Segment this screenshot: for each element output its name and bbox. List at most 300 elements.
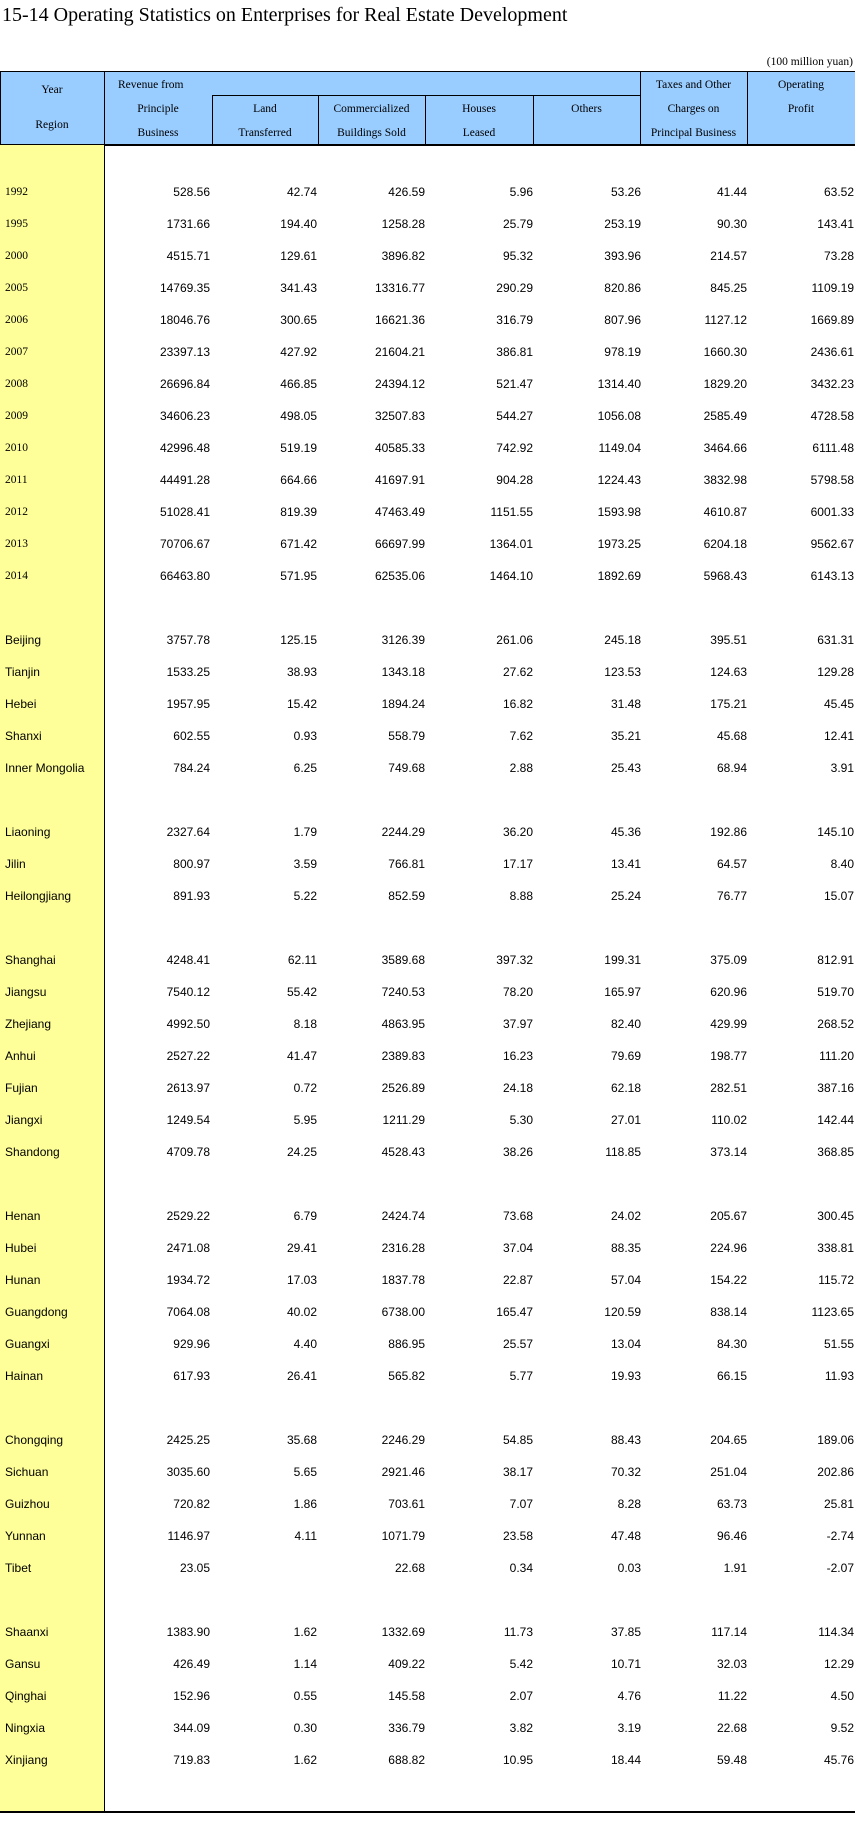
cell-profit: 6143.13 — [810, 569, 854, 583]
cell-revenue: 929.96 — [173, 1337, 210, 1351]
region-label: Tianjin — [5, 665, 40, 679]
region-label: Hubei — [5, 1241, 37, 1255]
cell-land: 1.62 — [293, 1625, 317, 1639]
cell-profit: 145.10 — [817, 825, 854, 839]
cell-houses: 22.87 — [502, 1273, 533, 1287]
cell-profit: -2.07 — [826, 1561, 854, 1575]
cell-others: 820.86 — [604, 281, 641, 295]
cell-comm: 336.79 — [388, 1721, 425, 1735]
header-revenue-line2: Principle — [137, 103, 179, 115]
cell-land: 671.42 — [280, 537, 317, 551]
cell-comm: 4863.95 — [381, 1017, 425, 1031]
header-houses-line1: Houses — [462, 103, 496, 115]
region-label: Zhejiang — [5, 1017, 52, 1031]
year-label: 1992 — [5, 186, 28, 198]
cell-taxes: 90.30 — [716, 217, 747, 231]
cell-others: 118.85 — [605, 1145, 641, 1159]
cell-taxes: 373.14 — [710, 1145, 747, 1159]
table-row — [0, 564, 855, 588]
cell-revenue: 7540.12 — [166, 985, 210, 999]
cell-others: 88.43 — [610, 1433, 641, 1447]
cell-profit: 2436.61 — [810, 345, 854, 359]
cell-land: 17.03 — [286, 1273, 317, 1287]
header-comm-line1: Commercialized — [333, 103, 410, 115]
cell-taxes: 845.25 — [710, 281, 747, 295]
cell-others: 25.24 — [610, 889, 641, 903]
table-row — [0, 532, 855, 556]
cell-comm: 6738.00 — [381, 1305, 425, 1319]
cell-others: 19.93 — [610, 1369, 641, 1383]
cell-comm: 2316.28 — [381, 1241, 425, 1255]
cell-revenue: 14769.35 — [159, 281, 210, 295]
cell-houses: 742.92 — [496, 441, 533, 455]
cell-land: 5.22 — [293, 889, 317, 903]
cell-revenue: 720.82 — [173, 1497, 210, 1511]
cell-land: 6.25 — [293, 761, 317, 775]
cell-taxes: 76.77 — [716, 889, 747, 903]
cell-revenue: 2529.22 — [166, 1209, 210, 1223]
region-label: Jilin — [5, 857, 26, 871]
table-row — [0, 1108, 855, 1132]
cell-houses: 37.97 — [502, 1017, 533, 1031]
cell-profit: 63.52 — [823, 185, 854, 199]
year-label: 2005 — [5, 282, 28, 294]
cell-revenue: 1934.72 — [166, 1273, 210, 1287]
cell-others: 4.76 — [617, 1689, 641, 1703]
cell-land: 1.62 — [293, 1753, 317, 1767]
cell-revenue: 44491.28 — [159, 473, 210, 487]
table-row — [0, 692, 855, 716]
cell-comm: 409.22 — [388, 1657, 425, 1671]
cell-profit: -2.74 — [826, 1529, 854, 1543]
region-label: Yunnan — [5, 1529, 46, 1543]
cell-houses: 521.47 — [496, 377, 533, 391]
cell-comm: 3589.68 — [381, 953, 425, 967]
cell-land: 6.79 — [293, 1209, 317, 1223]
cell-land: 498.05 — [280, 409, 317, 423]
region-label: Shandong — [5, 1145, 60, 1159]
cell-taxes: 3464.66 — [703, 441, 747, 455]
cell-taxes: 395.51 — [710, 633, 747, 647]
cell-houses: 23.58 — [502, 1529, 533, 1543]
table-bottom-rule — [0, 1811, 855, 1813]
cell-houses: 3.82 — [509, 1721, 533, 1735]
cell-others: 807.96 — [604, 313, 641, 327]
cell-comm: 3896.82 — [381, 249, 425, 263]
cell-revenue: 66463.80 — [159, 569, 210, 583]
cell-profit: 300.45 — [817, 1209, 854, 1223]
cell-land: 819.39 — [280, 505, 317, 519]
cell-land: 341.43 — [280, 281, 317, 295]
cell-profit: 6001.33 — [810, 505, 854, 519]
cell-houses: 16.82 — [502, 697, 533, 711]
cell-profit: 6111.48 — [812, 441, 854, 455]
cell-others: 62.18 — [610, 1081, 641, 1095]
cell-revenue: 23397.13 — [159, 345, 210, 359]
cell-comm: 2526.89 — [381, 1081, 425, 1095]
cell-others: 79.69 — [610, 1049, 641, 1063]
cell-houses: 16.23 — [502, 1049, 533, 1063]
cell-comm: 7240.53 — [381, 985, 425, 999]
region-label: Xinjiang — [5, 1753, 48, 1767]
region-label: Shaanxi — [5, 1625, 49, 1639]
cell-taxes: 198.77 — [710, 1049, 747, 1063]
cell-profit: 189.06 — [817, 1433, 854, 1447]
cell-houses: 1364.01 — [489, 537, 533, 551]
cell-houses: 95.32 — [502, 249, 533, 263]
year-label: 2007 — [5, 346, 28, 358]
cell-taxes: 45.68 — [716, 729, 747, 743]
cell-taxes: 204.65 — [710, 1433, 747, 1447]
cell-revenue: 18046.76 — [159, 313, 210, 327]
region-label: Gansu — [5, 1657, 41, 1671]
cell-land: 4.40 — [293, 1337, 317, 1351]
unit-note: (100 million yuan) — [766, 56, 853, 68]
table-row — [0, 1268, 855, 1292]
cell-comm: 47463.49 — [374, 505, 425, 519]
cell-taxes: 68.94 — [716, 761, 747, 775]
cell-houses: 2.88 — [509, 761, 533, 775]
table-row — [0, 404, 855, 428]
cell-comm: 1258.28 — [381, 217, 425, 231]
cell-revenue: 528.56 — [173, 185, 210, 199]
cell-taxes: 375.09 — [710, 953, 747, 967]
table-row — [0, 724, 855, 748]
table-row — [0, 1044, 855, 1068]
header-op-line2: Profit — [787, 103, 815, 115]
table-row — [0, 660, 855, 684]
cell-houses: 904.28 — [496, 473, 533, 487]
cell-revenue: 26696.84 — [159, 377, 210, 391]
cell-profit: 45.45 — [823, 697, 854, 711]
region-label: Guizhou — [5, 1497, 50, 1511]
cell-land: 0.55 — [293, 1689, 317, 1703]
cell-houses: 7.62 — [509, 729, 533, 743]
region-label: Fujian — [5, 1081, 38, 1095]
cell-land: 300.65 — [280, 313, 317, 327]
cell-profit: 3.91 — [830, 761, 854, 775]
cell-profit: 142.44 — [817, 1113, 854, 1127]
cell-others: 47.48 — [610, 1529, 641, 1543]
cell-taxes: 22.68 — [716, 1721, 747, 1735]
cell-profit: 1123.65 — [811, 1305, 854, 1319]
cell-comm: 41697.91 — [374, 473, 425, 487]
cell-comm: 2921.46 — [381, 1465, 425, 1479]
cell-comm: 1837.78 — [381, 1273, 425, 1287]
header-taxes-line1: Taxes and Other — [655, 79, 732, 91]
cell-houses: 0.34 — [509, 1561, 533, 1575]
cell-others: 120.59 — [604, 1305, 641, 1319]
cell-land: 5.95 — [293, 1113, 317, 1127]
cell-comm: 426.59 — [388, 185, 425, 199]
cell-revenue: 1533.25 — [166, 665, 210, 679]
cell-comm: 703.61 — [388, 1497, 425, 1511]
cell-revenue: 3757.78 — [166, 633, 210, 647]
cell-houses: 73.68 — [502, 1209, 533, 1223]
cell-taxes: 838.14 — [710, 1305, 747, 1319]
cell-comm: 1343.18 — [381, 665, 425, 679]
cell-houses: 17.17 — [502, 857, 533, 871]
region-label: Guangdong — [5, 1305, 68, 1319]
cell-profit: 4.50 — [830, 1689, 854, 1703]
table-row — [0, 852, 855, 876]
cell-profit: 115.72 — [818, 1273, 854, 1287]
cell-houses: 8.88 — [509, 889, 533, 903]
cell-comm: 1332.69 — [381, 1625, 425, 1639]
cell-others: 24.02 — [610, 1209, 641, 1223]
year-label: 2013 — [5, 538, 28, 550]
cell-land: 3.59 — [293, 857, 317, 871]
cell-profit: 25.81 — [823, 1497, 854, 1511]
cell-land: 0.30 — [293, 1721, 317, 1735]
region-label: Heilongjiang — [5, 889, 72, 903]
table-row — [0, 308, 855, 332]
cell-profit: 631.31 — [817, 633, 854, 647]
table-row — [0, 500, 855, 524]
cell-revenue: 426.49 — [173, 1657, 210, 1671]
cell-revenue: 7064.08 — [166, 1305, 210, 1319]
cell-comm: 40585.33 — [374, 441, 425, 455]
cell-profit: 8.40 — [830, 857, 854, 871]
cell-taxes: 5968.43 — [703, 569, 747, 583]
region-label: Hainan — [5, 1369, 44, 1383]
table-row — [0, 340, 855, 364]
cell-land: 519.19 — [280, 441, 317, 455]
cell-revenue: 1383.90 — [166, 1625, 210, 1639]
cell-profit: 9562.67 — [810, 537, 854, 551]
cell-land: 29.41 — [286, 1241, 317, 1255]
table-row — [0, 212, 855, 236]
cell-comm: 1211.29 — [382, 1113, 425, 1127]
cell-houses: 54.85 — [502, 1433, 533, 1447]
cell-houses: 38.17 — [502, 1465, 533, 1479]
cell-land: 4.11 — [294, 1529, 317, 1543]
cell-houses: 5.30 — [509, 1113, 533, 1127]
table-row — [0, 1140, 855, 1164]
header-region: Region — [35, 119, 69, 131]
cell-houses: 24.18 — [502, 1081, 533, 1095]
cell-houses: 316.79 — [496, 313, 533, 327]
cell-others: 0.03 — [617, 1561, 641, 1575]
table-row — [0, 1524, 855, 1548]
cell-profit: 15.07 — [823, 889, 854, 903]
table-row — [0, 276, 855, 300]
cell-profit: 368.85 — [817, 1145, 854, 1159]
cell-taxes: 3832.98 — [703, 473, 747, 487]
cell-profit: 12.41 — [823, 729, 854, 743]
cell-revenue: 2613.97 — [166, 1081, 210, 1095]
cell-others: 57.04 — [610, 1273, 641, 1287]
cell-profit: 11.93 — [824, 1369, 854, 1383]
cell-revenue: 1146.97 — [167, 1529, 210, 1543]
cell-houses: 10.95 — [502, 1753, 533, 1767]
cell-land: 466.85 — [280, 377, 317, 391]
header-revenue-line1: Revenue from — [118, 79, 184, 91]
region-label: Qinghai — [5, 1689, 47, 1703]
cell-land: 427.92 — [280, 345, 317, 359]
cell-comm: 145.58 — [388, 1689, 425, 1703]
cell-taxes: 110.02 — [711, 1113, 747, 1127]
cell-revenue: 3035.60 — [166, 1465, 210, 1479]
header-revenue-line3: Business — [137, 127, 179, 139]
cell-profit: 111.20 — [819, 1049, 854, 1063]
cell-revenue: 4709.78 — [166, 1145, 210, 1159]
cell-taxes: 1127.12 — [704, 313, 747, 327]
year-label: 2011 — [5, 474, 28, 486]
cell-others: 123.53 — [604, 665, 641, 679]
region-label: Shanghai — [5, 953, 56, 967]
cell-taxes: 192.86 — [710, 825, 747, 839]
cell-revenue: 2425.25 — [166, 1433, 210, 1447]
region-label: Sichuan — [5, 1465, 49, 1479]
cell-revenue: 891.93 — [173, 889, 210, 903]
cell-profit: 9.52 — [830, 1721, 854, 1735]
cell-revenue: 617.93 — [173, 1369, 210, 1383]
cell-taxes: 66.15 — [716, 1369, 747, 1383]
cell-others: 82.40 — [610, 1017, 641, 1031]
cell-taxes: 6204.18 — [703, 537, 747, 551]
table-row — [0, 884, 855, 908]
table-row — [0, 1556, 855, 1580]
cell-land: 0.93 — [293, 729, 317, 743]
cell-land: 194.40 — [280, 217, 317, 231]
cell-land: 62.11 — [287, 953, 317, 967]
cell-houses: 1151.55 — [490, 505, 533, 519]
cell-taxes: 59.48 — [716, 1753, 747, 1767]
cell-land: 1.14 — [293, 1657, 317, 1671]
cell-others: 27.01 — [610, 1113, 641, 1127]
cell-land: 35.68 — [286, 1433, 317, 1447]
cell-taxes: 1660.30 — [703, 345, 747, 359]
cell-houses: 5.42 — [509, 1657, 533, 1671]
cell-houses: 38.26 — [502, 1145, 533, 1159]
cell-taxes: 63.73 — [716, 1497, 747, 1511]
header-others: Others — [571, 103, 602, 115]
cell-taxes: 214.57 — [710, 249, 747, 263]
cell-land: 1.86 — [293, 1497, 317, 1511]
cell-houses: 290.29 — [496, 281, 533, 295]
region-label: Guangxi — [5, 1337, 50, 1351]
region-label: Jiangsu — [5, 985, 47, 999]
cell-profit: 129.28 — [817, 665, 854, 679]
cell-comm: 886.95 — [388, 1337, 425, 1351]
cell-taxes: 64.57 — [716, 857, 747, 871]
cell-comm: 558.79 — [388, 729, 425, 743]
cell-revenue: 70706.67 — [159, 537, 210, 551]
cell-profit: 1109.19 — [811, 281, 854, 295]
table-row — [0, 1076, 855, 1100]
cell-land: 1.79 — [293, 825, 317, 839]
cell-revenue: 2327.64 — [166, 825, 210, 839]
table-row — [0, 436, 855, 460]
cell-profit: 812.91 — [817, 953, 854, 967]
region-label: Chongqing — [5, 1433, 64, 1447]
cell-revenue: 344.09 — [173, 1721, 210, 1735]
table-row — [0, 1364, 855, 1388]
cell-taxes: 2585.49 — [703, 409, 747, 423]
cell-others: 199.31 — [604, 953, 641, 967]
cell-houses: 11.73 — [503, 1625, 533, 1639]
cell-others: 1973.25 — [597, 537, 641, 551]
region-label: Henan — [5, 1209, 41, 1223]
cell-revenue: 4248.41 — [166, 953, 210, 967]
table-row — [0, 1332, 855, 1356]
cell-comm: 22.68 — [394, 1561, 425, 1575]
cell-others: 3.19 — [617, 1721, 641, 1735]
cell-comm: 565.82 — [388, 1369, 425, 1383]
cell-profit: 519.70 — [817, 985, 854, 999]
cell-houses: 37.04 — [502, 1241, 533, 1255]
table-row — [0, 1012, 855, 1036]
cell-land: 129.61 — [280, 249, 317, 263]
cell-others: 10.71 — [610, 1657, 641, 1671]
year-label: 2009 — [5, 410, 28, 422]
cell-comm: 62535.06 — [374, 569, 425, 583]
region-label: Jiangxi — [5, 1113, 43, 1127]
cell-comm: 749.68 — [388, 761, 425, 775]
cell-others: 978.19 — [604, 345, 641, 359]
cell-revenue: 602.55 — [173, 729, 210, 743]
year-label: 2000 — [5, 250, 28, 262]
header-taxes-line2: Charges on — [667, 103, 720, 115]
cell-profit: 202.86 — [817, 1465, 854, 1479]
cell-land: 41.47 — [286, 1049, 317, 1063]
cell-revenue: 152.96 — [173, 1689, 210, 1703]
table-row — [0, 756, 855, 780]
cell-comm: 2424.74 — [381, 1209, 425, 1223]
cell-taxes: 1.91 — [723, 1561, 747, 1575]
year-label: 2008 — [5, 378, 28, 390]
cell-comm: 2246.29 — [381, 1433, 425, 1447]
cell-taxes: 620.96 — [710, 985, 747, 999]
cell-revenue: 1249.54 — [166, 1113, 210, 1127]
header-land-line2: Transferred — [238, 127, 292, 139]
header-houses-line2: Leased — [462, 127, 496, 139]
table-row — [0, 1652, 855, 1676]
cell-taxes: 41.44 — [716, 185, 747, 199]
cell-others: 37.85 — [610, 1625, 641, 1639]
table-row — [0, 820, 855, 844]
cell-taxes: 429.99 — [710, 1017, 747, 1031]
cell-land: 55.42 — [286, 985, 317, 999]
cell-houses: 25.79 — [502, 217, 533, 231]
cell-comm: 688.82 — [388, 1753, 425, 1767]
cell-taxes: 124.63 — [710, 665, 747, 679]
cell-taxes: 32.03 — [716, 1657, 747, 1671]
header-land-line1: Land — [253, 103, 277, 115]
cell-land: 5.65 — [293, 1465, 317, 1479]
year-label: 2012 — [5, 506, 28, 518]
cell-comm: 2244.29 — [381, 825, 425, 839]
cell-others: 8.28 — [617, 1497, 641, 1511]
cell-others: 35.21 — [610, 729, 641, 743]
table-row — [0, 1620, 855, 1644]
table-row — [0, 1236, 855, 1260]
cell-comm: 16621.36 — [374, 313, 425, 327]
cell-houses: 5.96 — [509, 185, 533, 199]
table-row — [0, 244, 855, 268]
region-label: Tibet — [5, 1561, 32, 1575]
cell-houses: 78.20 — [502, 985, 533, 999]
cell-houses: 397.32 — [496, 953, 533, 967]
header-bottom-rule — [0, 144, 855, 146]
table-row — [0, 180, 855, 204]
cell-taxes: 117.14 — [711, 1625, 747, 1639]
cell-others: 70.32 — [610, 1465, 641, 1479]
cell-profit: 268.52 — [817, 1017, 854, 1031]
cell-revenue: 719.83 — [173, 1753, 210, 1767]
table-row — [0, 1428, 855, 1452]
